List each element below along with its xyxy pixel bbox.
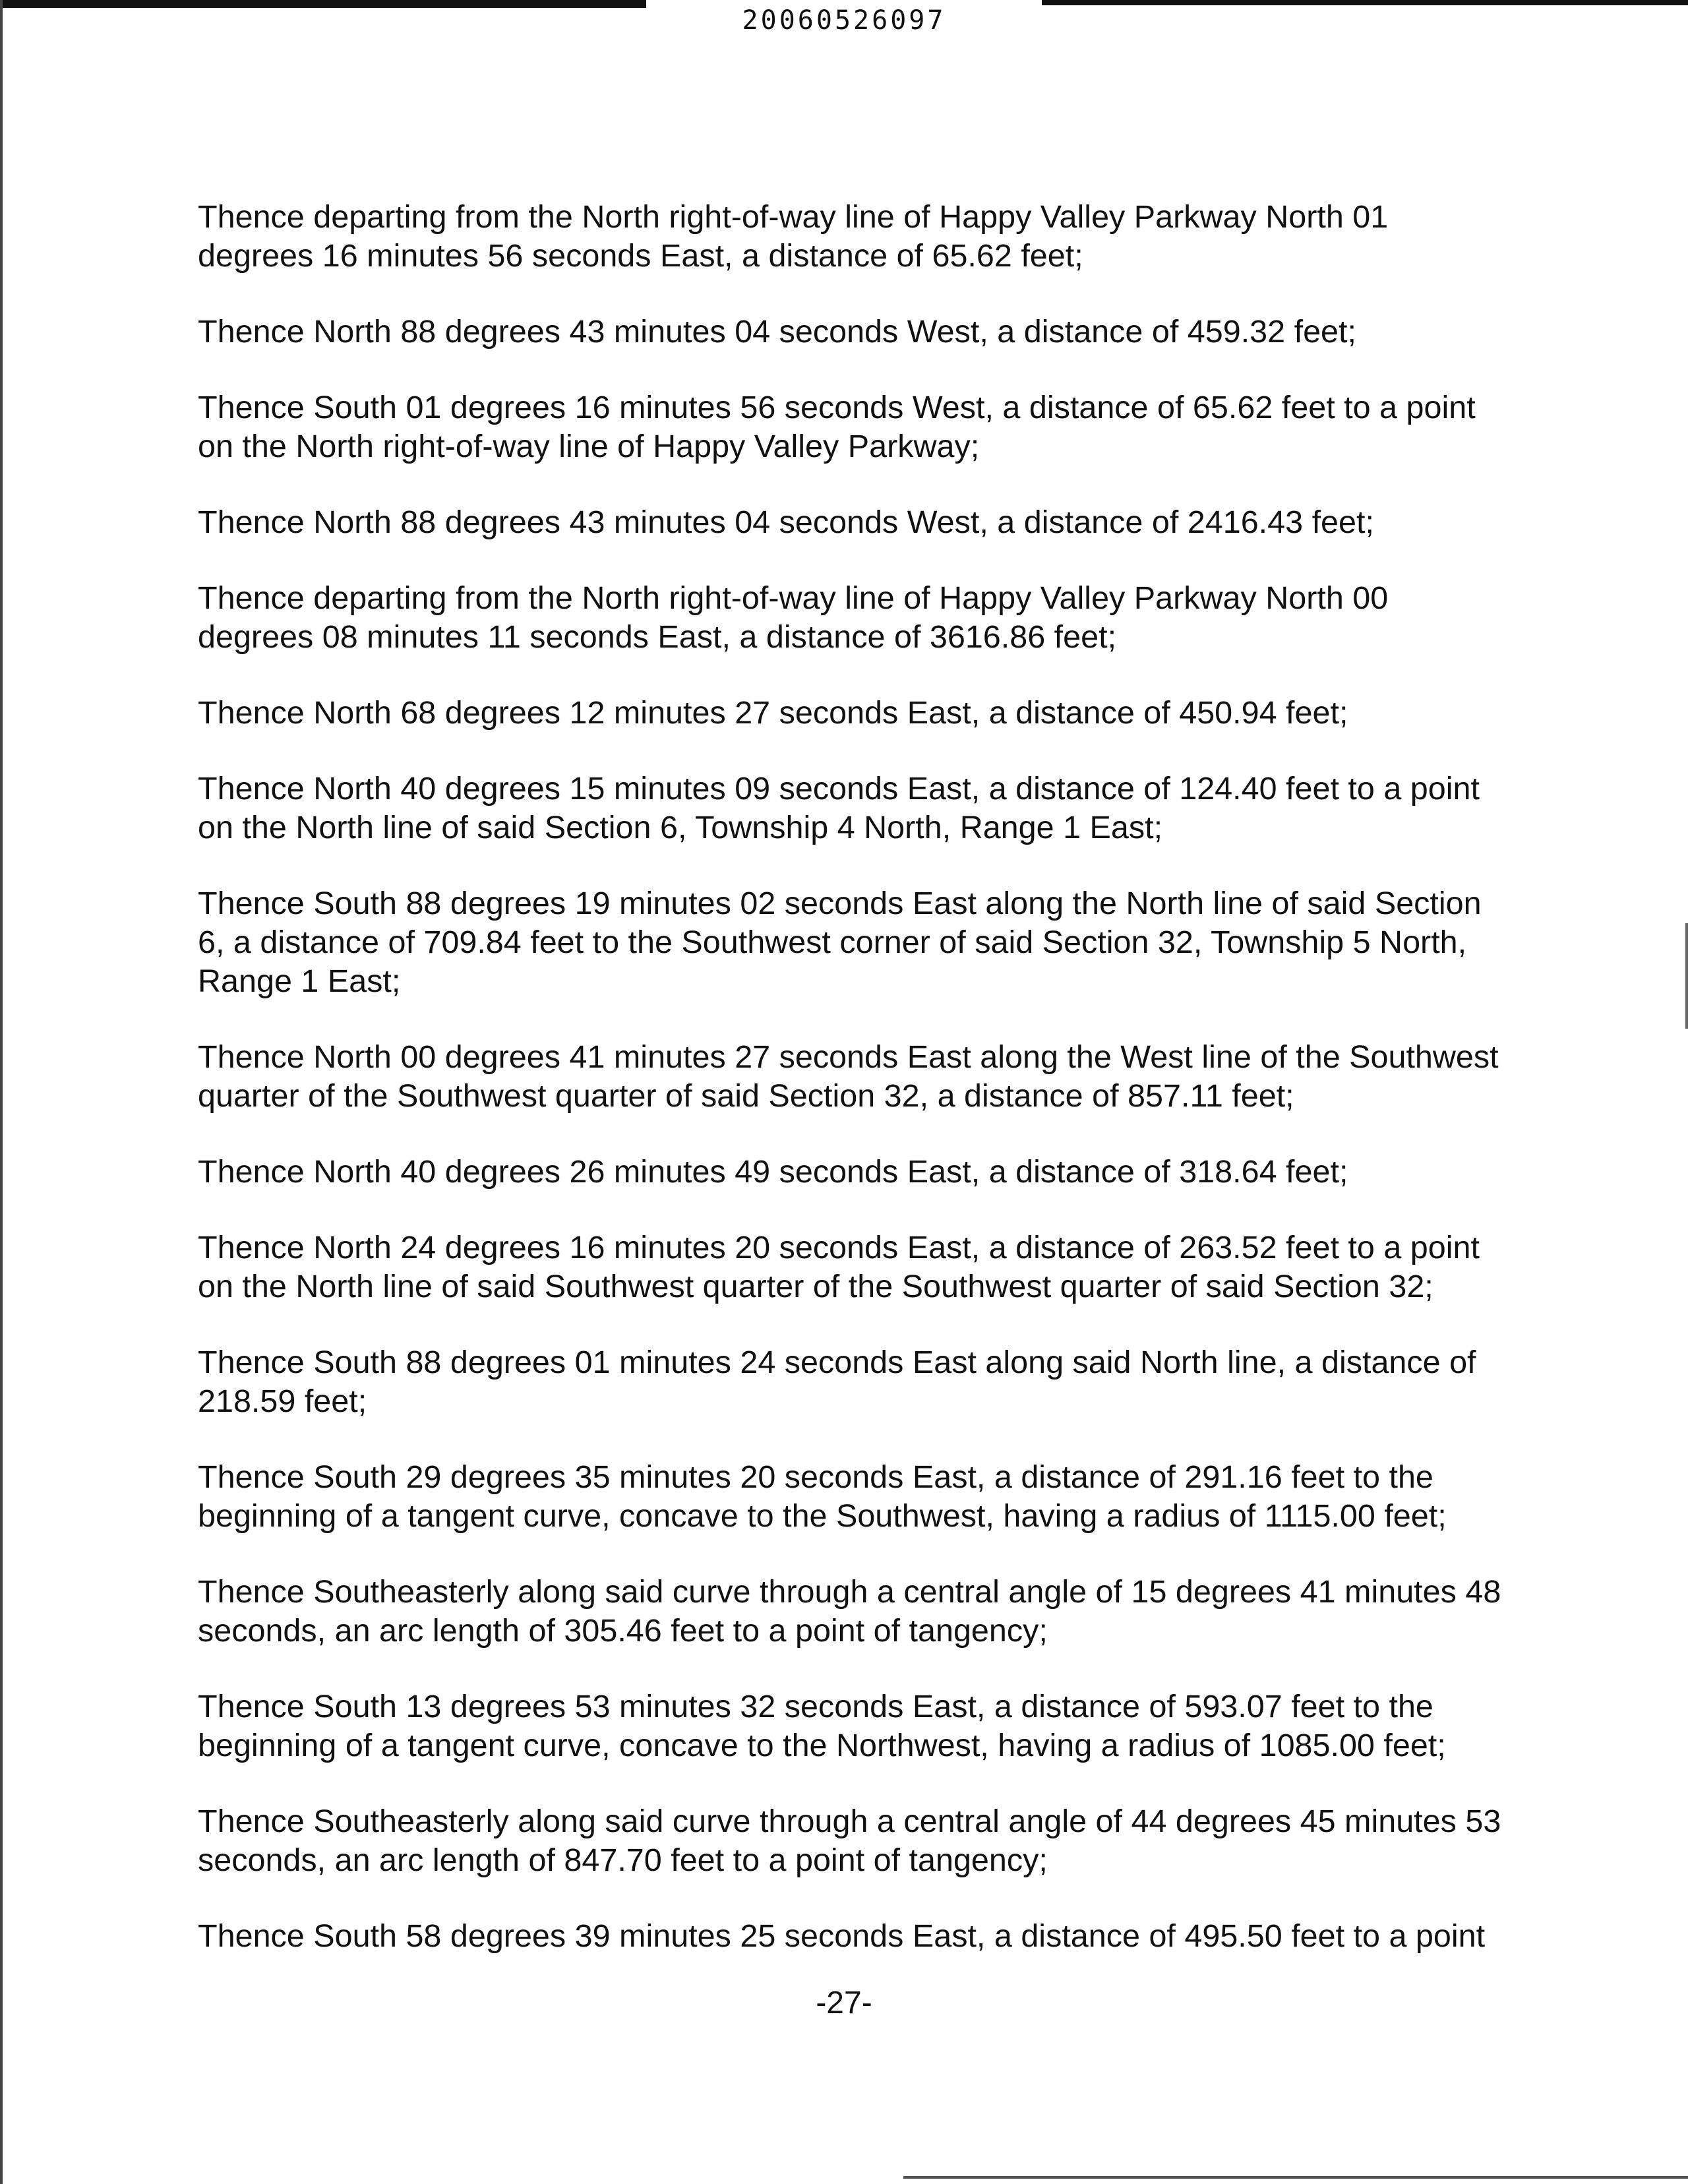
paragraph: Thence departing from the North right-of-way line of Happy Valley Parkway North 01 degrees 16 minutes 56 seconds East, a distance of 65.62 feet; bbox=[198, 199, 1389, 274]
document-number: 20060526097 bbox=[742, 5, 946, 36]
scan-border-left bbox=[0, 0, 3, 2184]
paragraph: Thence North 40 degrees 26 minutes 49 seconds East, a distance of 318.64 feet; bbox=[198, 1154, 1348, 1190]
paragraph: Thence departing from the North right-of-way line of Happy Valley Parkway North 00 degrees 08 minutes 11 seconds East, a distance of 3616.86 feet; bbox=[198, 580, 1389, 655]
paragraph: Thence Southeasterly along said curve through a central angle of 44 degrees 45 minutes 53 seconds, an arc length of 847.70 feet to a point of tangency; bbox=[198, 1804, 1501, 1878]
scan-border-bottom bbox=[903, 2176, 1688, 2179]
paragraph: Thence North 88 degrees 43 minutes 04 seconds West, a distance of 459.32 feet; bbox=[198, 314, 1356, 349]
paragraph: Thence North 68 degrees 12 minutes 27 seconds East, a distance of 450.94 feet; bbox=[198, 695, 1348, 731]
paragraph: Thence South 13 degrees 53 minutes 32 seconds East, a distance of 593.07 feet to the beginning of a tangent curve, concave to the Northwest, having a radius of 1085.00 feet; bbox=[198, 1689, 1446, 1763]
paragraph: Thence North 24 degrees 16 minutes 20 seconds East, a distance of 263.52 feet to a point on the North line of said Southwest quarter of the Southwest quarter of said Section 32; bbox=[198, 1230, 1480, 1304]
paragraph: Thence Southeasterly along said curve through a central angle of 15 degrees 41 minutes 48 seconds, an arc length of 305.46 feet to a point of tangency; bbox=[198, 1574, 1501, 1649]
paragraph: Thence North 88 degrees 43 minutes 04 seconds West, a distance of 2416.43 feet; bbox=[198, 504, 1374, 540]
page-number: -27- bbox=[816, 1986, 872, 2020]
paragraph: Thence South 88 degrees 01 minutes 24 seconds East along said North line, a distance of 218.59 feet; bbox=[198, 1345, 1476, 1419]
legal-description-body bbox=[198, 198, 1503, 1993]
paragraph: Thence South 88 degrees 19 minutes 02 seconds East along the North line of said Section 6, a distance of 709.84 feet to the Southwest corner of said Section 32, Township 5 North, Range 1 East; bbox=[198, 886, 1482, 999]
scan-border-top-right bbox=[1042, 0, 1688, 5]
paragraph: Thence North 00 degrees 41 minutes 27 seconds East along the West line of the Southwest quarter of the Southwest quarter of said Section 32, a distance of 857.11 feet; bbox=[198, 1039, 1499, 1114]
paragraph: Thence South 58 degrees 39 minutes 25 seconds East, a distance of 495.50 feet to a point bbox=[198, 1918, 1486, 1954]
paragraph: Thence South 01 degrees 16 minutes 56 seconds West, a distance of 65.62 feet to a point on the North right-of-way line of Happy Valley Parkway; bbox=[198, 390, 1476, 464]
scan-border-right bbox=[1685, 923, 1688, 1029]
paragraph: Thence North 40 degrees 15 minutes 09 seconds East, a distance of 124.40 feet to a point on the North line of said Section 6, Township 4 North, Range 1 East; bbox=[198, 771, 1480, 845]
paragraph: Thence South 29 degrees 35 minutes 20 seconds East, a distance of 291.16 feet to the beginning of a tangent curve, concave to the Southwest, having a radius of 1115.00 feet; bbox=[198, 1459, 1447, 1534]
